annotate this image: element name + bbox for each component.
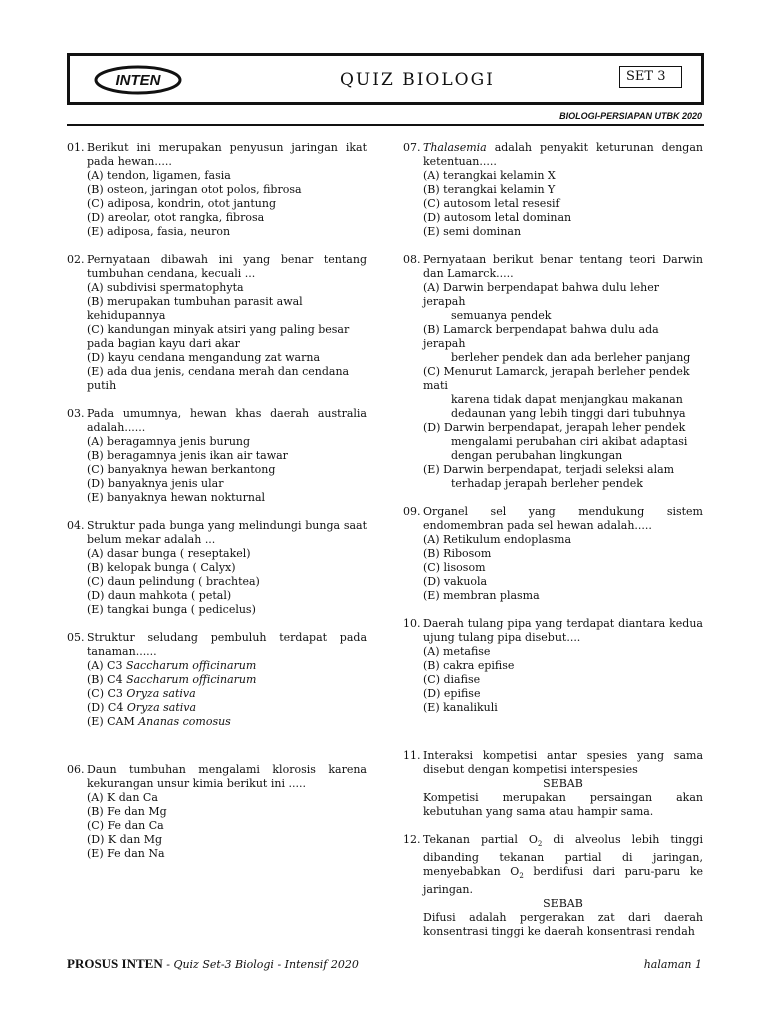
sebab-label: SEBAB <box>543 777 583 790</box>
answer-option: (B) Fe dan Mg <box>87 805 167 818</box>
answer-option: (C) banyaknya hewan berkantong <box>87 463 276 476</box>
question-stem: Interaksi kompetisi antar spesies yang sama disebut dengan kompetisi interspesies <box>423 749 703 776</box>
answer-option: (A) dasar bunga ( reseptakel) <box>87 547 251 560</box>
answer-option: (C) Menurut Lamarck, jerapah berleher pendek mati <box>423 365 690 392</box>
answer-option: (B) merupakan tumbuhan parasit awal kehidupannya <box>87 295 303 322</box>
answer-option: (D) Darwin berpendapat, jerapah leher pendek <box>423 421 686 434</box>
answer-option: (D) C4 Oryza sativa <box>87 701 197 714</box>
page-title: QUIZ BIOLOGI <box>340 70 495 90</box>
question-stem: Struktur seludang pembuluh terdapat pada tanaman...... <box>87 631 367 658</box>
answer-option: (A) tendon, ligamen, fasia <box>87 169 231 182</box>
answer-option: (D) kayu cendana mengandung zat warna <box>87 351 321 364</box>
answer-option: (E) adiposa, fasia, neuron <box>87 225 231 238</box>
question-stem: Pernyataan berikut benar tentang teori Darwin dan Lamarck..... <box>423 253 703 280</box>
question-item <box>403 749 703 819</box>
answer-option: (D) daun mahkota ( petal) <box>87 589 232 602</box>
question-item <box>67 407 367 505</box>
question-item <box>67 631 367 729</box>
answer-option: (E) tangkai bunga ( pedicelus) <box>87 603 256 616</box>
answer-option-cont: dedaunan yang lebih tinggi dari tubuhnya <box>451 407 686 420</box>
answer-option-cont: terhadap jerapah berleher pendek <box>451 477 643 490</box>
footer-info: Quiz Set-3 Biologi - Intensif 2020 <box>173 958 359 971</box>
sebab-label: SEBAB <box>543 897 583 911</box>
answer-option: (E) Fe dan Na <box>87 847 165 860</box>
question-number: 12. <box>403 833 421 846</box>
answer-option: (E) banyaknya hewan nokturnal <box>87 491 266 504</box>
question-item <box>403 253 703 491</box>
answer-option: (C) kandungan minyak atsiri yang paling besar pada bagian kayu dari akar <box>87 323 350 350</box>
answer-option: (C) adiposa, kondrin, otot jantung <box>87 197 277 210</box>
question-stem: Daun tumbuhan mengalami klorosis karena kekurangan unsur kimia berikut ini ..... <box>87 763 367 790</box>
answer-option-cont: karena tidak dapat menjangkau makanan <box>451 393 683 406</box>
answer-option: (C) C3 Oryza sativa <box>87 687 196 700</box>
question-stem: Tekanan partial $O_2$ di alveolus lebih tinggi dibanding tekanan partial di jaringan, menyebabkan $O_2$ berdifusi dari paru-paru ke jaringan. <box>423 833 703 897</box>
answer-option: (C) autosom letal resesif <box>423 197 560 210</box>
answer-option: (D) banyaknya jenis ular <box>87 477 224 490</box>
divider <box>67 124 704 126</box>
answer-option: (A) beragamnya jenis burung <box>87 435 251 448</box>
subtitle: BIOLOGI-PERSIAPAN UTBK 2020 <box>559 111 702 121</box>
answer-option: (D) epifise <box>423 687 481 700</box>
page-number: halaman 1 <box>643 958 702 971</box>
footer <box>67 956 359 972</box>
answer-option: (E) semi dominan <box>423 225 522 238</box>
question-stem: Berikut ini merupakan penyusun jaringan ikat pada hewan..... <box>87 141 367 168</box>
answer-option: (A) metafise <box>423 645 491 658</box>
answer-option: (A) K dan Ca <box>87 791 158 804</box>
answer-option: (B) Ribosom <box>423 547 492 560</box>
reason-text: Difusi adalah pergerakan zat dari daerah konsentrasi tinggi ke daerah konsentrasi rendah <box>423 911 703 939</box>
question-number: 03. <box>67 407 85 420</box>
question-item <box>403 141 703 239</box>
question-stem: Pernyataan dibawah ini yang benar tentang tumbuhan cendana, kecuali ... <box>87 253 367 280</box>
answer-option: (A) Darwin berpendapat bahwa dulu leher jerapah <box>423 281 659 308</box>
question-number: 02. <box>67 253 85 266</box>
footer-sep: - <box>162 958 174 971</box>
answer-option: (D) K dan Mg <box>87 833 163 846</box>
question-number: 11. <box>403 749 421 762</box>
left-column <box>67 141 367 875</box>
question-stem: Pada umumnya, hewan khas daerah australia adalah...... <box>87 407 367 434</box>
species-name: Saccharum officinarum <box>126 673 257 686</box>
answer-option-cont: semuanya pendek <box>451 309 552 322</box>
question-item <box>403 617 703 715</box>
question-item <box>403 833 703 939</box>
question-item <box>67 519 367 617</box>
answer-option: (D) areolar, otot rangka, fibrosa <box>87 211 265 224</box>
question-number: 08. <box>403 253 421 266</box>
answer-option: (B) osteon, jaringan otot polos, fibrosa <box>87 183 302 196</box>
answer-option-cont: dengan perubahan lingkungan <box>451 449 623 462</box>
header-box <box>67 53 704 105</box>
answer-option: (E) ada dua jenis, cendana merah dan cendana putih <box>87 365 350 392</box>
subscript: 2 <box>537 840 543 849</box>
answer-option: (B) cakra epifise <box>423 659 515 672</box>
species-name: Oryza sativa <box>126 687 196 700</box>
set-label: SET 3 <box>619 66 682 88</box>
answer-option: (B) beragamnya jenis ikan air tawar <box>87 449 288 462</box>
species-name: Ananas comosus <box>138 715 231 728</box>
question-stem: Organel sel yang mendukung sistem endomembran pada sel hewan adalah..... <box>423 505 703 532</box>
answer-option: (A) subdivisi spermatophyta <box>87 281 244 294</box>
logo-text: INTEN <box>115 72 161 89</box>
reason-text: Kompetisi merupakan persaingan akan kebutuhan yang sama atau hampir sama. <box>423 791 703 818</box>
answer-option: (C) lisosom <box>423 561 486 574</box>
answer-option: (B) terangkai kelamin Y <box>423 183 556 196</box>
answer-option-cont: mengalami perubahan ciri akibat adaptasi <box>451 435 688 448</box>
question-stem: Daerah tulang pipa yang terdapat diantara kedua ujung tulang pipa disebut.... <box>423 617 703 644</box>
question-item <box>67 763 367 861</box>
question-number: 07. <box>403 141 421 154</box>
question-number: 05. <box>67 631 85 644</box>
answer-option: (E) membran plasma <box>423 589 540 602</box>
subscript: 2 <box>519 872 524 881</box>
answer-option: (E) kanalikuli <box>423 701 498 714</box>
answer-option-cont: berleher pendek dan ada berleher panjang <box>451 351 691 364</box>
answer-option: (A) terangkai kelamin X <box>423 169 556 182</box>
answer-option: (B) kelopak bunga ( Calyx) <box>87 561 236 574</box>
species-name: Saccharum officinarum <box>125 659 257 672</box>
question-stem: Struktur pada bunga yang melindungi bunga saat belum mekar adalah ... <box>87 519 367 546</box>
answer-option: (A) Retikulum endoplasma <box>423 533 572 546</box>
question-item <box>67 253 367 393</box>
answer-option: (E) CAM Ananas comosus <box>87 715 231 728</box>
right-column <box>403 141 703 953</box>
answer-option: (E) Darwin berpendapat, terjadi seleksi alam <box>423 463 675 476</box>
answer-option: (C) diafise <box>423 673 481 686</box>
answer-option: (C) daun pelindung ( brachtea) <box>87 575 260 588</box>
question-number: 09. <box>403 505 421 518</box>
answer-option: (A) C3 Saccharum officinarum <box>87 659 257 672</box>
question-number: 01. <box>67 141 85 154</box>
stem-italic: Thalasemia <box>423 141 487 154</box>
question-number: 10. <box>403 617 421 630</box>
answer-option: (D) vakuola <box>423 575 488 588</box>
question-item <box>67 141 367 239</box>
footer-brand: PROSUS INTEN <box>67 956 163 971</box>
question-number: 06. <box>67 763 85 776</box>
question-item <box>403 505 703 603</box>
answer-option: (C) Fe dan Ca <box>87 819 164 832</box>
species-name: Oryza sativa <box>126 701 197 714</box>
inten-logo <box>94 65 182 95</box>
answer-option: (B) C4 Saccharum officinarum <box>87 673 257 686</box>
question-number: 04. <box>67 519 85 532</box>
answer-option: (D) autosom letal dominan <box>423 211 572 224</box>
answer-option: (B) Lamarck berpendapat bahwa dulu ada jerapah <box>423 323 659 350</box>
question-stem: Thalasemia adalah penyakit keturunan dengan ketentuan..... <box>423 141 703 168</box>
